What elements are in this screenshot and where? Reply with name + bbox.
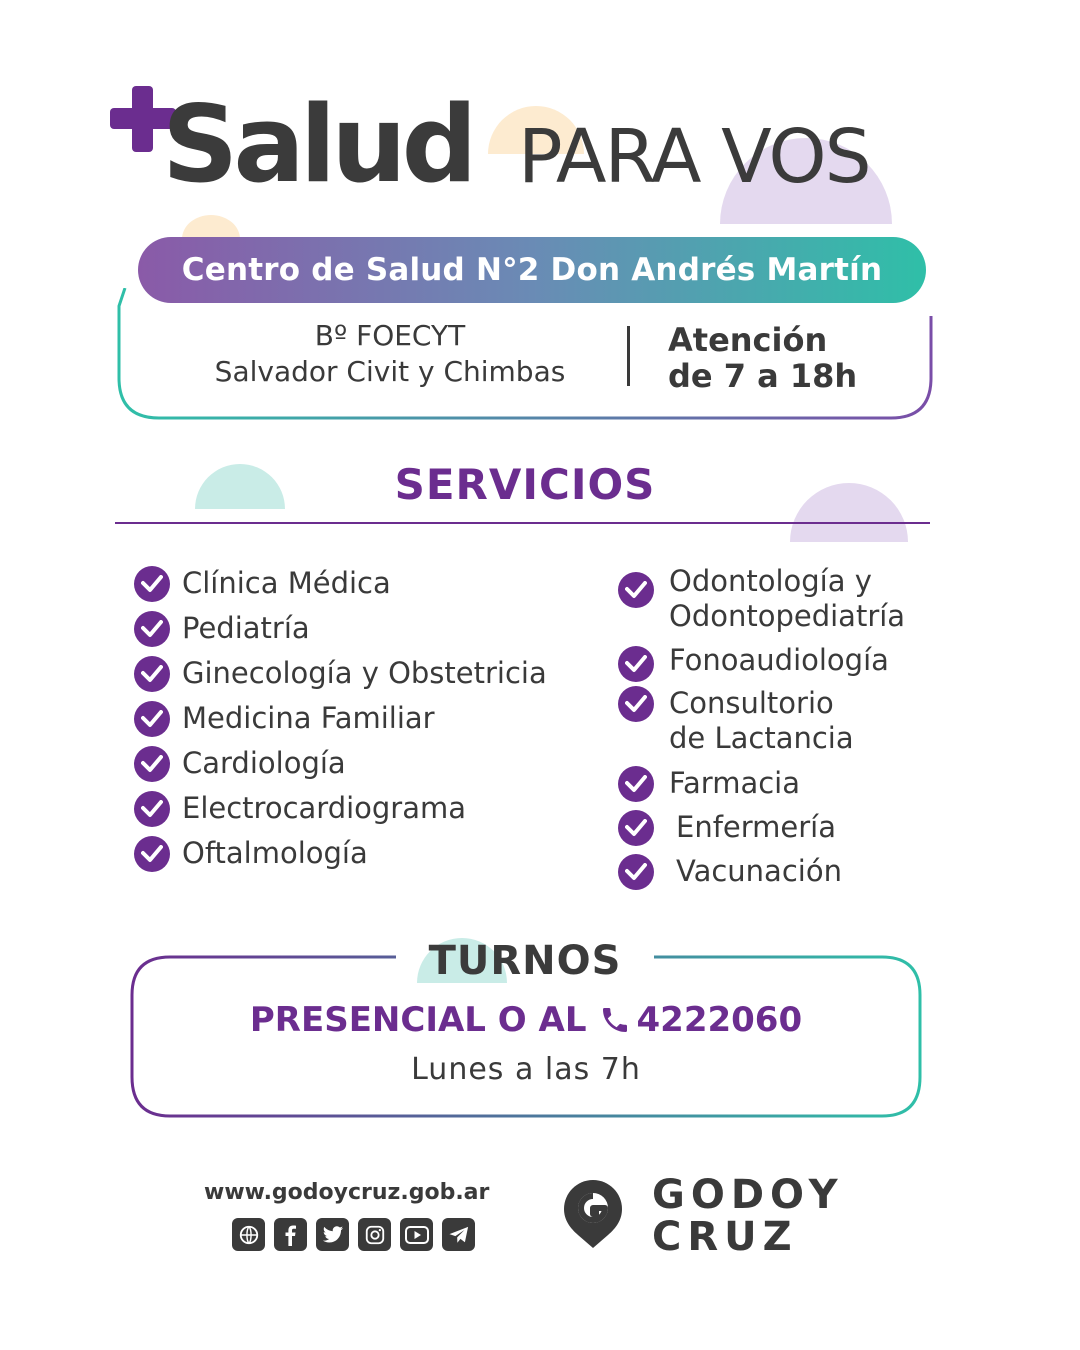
service-label-line-1: Consultorio (669, 686, 834, 720)
decor-lavender-blob-2 (790, 483, 908, 542)
youtube-icon[interactable] (400, 1218, 433, 1251)
web-icon[interactable] (232, 1218, 265, 1251)
service-item (618, 810, 836, 846)
check-icon (134, 611, 170, 647)
check-icon (134, 836, 170, 872)
decor-peach-small-blob (182, 215, 240, 239)
service-item (618, 854, 842, 890)
address-line-2: Salvador Civit y Chimbas (214, 355, 566, 388)
service-label: Pediatría (182, 611, 310, 645)
service-label: Cardiología (182, 746, 346, 780)
service-label-line-2: de Lactancia (669, 721, 854, 755)
godoy-cruz-logo-icon (562, 1178, 624, 1250)
service-label-line-1: Odontología y (669, 564, 872, 598)
check-icon (134, 701, 170, 737)
facebook-icon[interactable] (274, 1218, 307, 1251)
service-label: Medicina Familiar (182, 701, 435, 735)
service-label (669, 686, 854, 756)
check-icon (618, 572, 654, 608)
check-icon (618, 854, 654, 890)
service-item (134, 746, 346, 782)
service-item (134, 701, 435, 737)
telegram-icon[interactable] (442, 1218, 475, 1251)
service-item (618, 643, 889, 682)
check-icon (618, 686, 654, 722)
social-icons (232, 1218, 475, 1251)
service-item (618, 564, 905, 634)
brand-line-2: CRUZ (652, 1214, 798, 1260)
service-item (134, 566, 391, 602)
brand-line-1: GODOY (652, 1172, 844, 1218)
check-icon (618, 810, 654, 846)
turnos-schedule: Lunes a las 7h (411, 1052, 641, 1087)
check-icon (618, 646, 654, 682)
service-label: Enfermería (676, 810, 837, 844)
check-icon (134, 791, 170, 827)
check-icon (618, 766, 654, 802)
center-hours (668, 322, 857, 394)
check-icon (134, 566, 170, 602)
service-item (134, 611, 310, 647)
turnos-prefix: PRESENCIAL O AL (249, 1000, 587, 1040)
twitter-icon[interactable] (316, 1218, 349, 1251)
phone-icon (599, 1004, 631, 1036)
check-icon (134, 656, 170, 692)
service-label: Ginecología y Obstetricia (182, 656, 547, 690)
service-label (669, 564, 905, 634)
title-para-vos: PARA VOS (518, 114, 870, 200)
website-link[interactable]: www.godoycruz.gob.ar (204, 1180, 490, 1205)
turnos-contact (130, 1000, 922, 1040)
service-item (618, 686, 854, 756)
service-label: Farmacia (669, 766, 800, 800)
info-divider (627, 326, 630, 386)
service-label: Clínica Médica (182, 566, 391, 600)
check-icon (134, 746, 170, 782)
hours-line-1: Atención (668, 321, 828, 359)
address-line-1: Bº FOECYT (314, 319, 466, 352)
turnos-title: TURNOS (428, 938, 622, 984)
service-item (134, 836, 368, 872)
service-label-line-2: Odontopediatría (669, 599, 906, 633)
instagram-icon[interactable] (358, 1218, 391, 1251)
center-address (170, 318, 610, 390)
center-name-pill: Centro de Salud N°2 Don Andrés Martín (138, 237, 926, 303)
title-salud: Salud (162, 83, 473, 206)
service-label: Electrocardiograma (182, 791, 467, 825)
service-item (134, 791, 466, 827)
service-label: Fonoaudiología (669, 643, 889, 677)
service-item (618, 766, 800, 802)
service-label: Vacunación (676, 854, 842, 888)
service-item (134, 656, 547, 692)
turnos-phone[interactable]: 4222060 (636, 1000, 803, 1040)
godoy-cruz-logo-text (652, 1174, 844, 1258)
service-label: Oftalmología (182, 836, 368, 870)
services-title: SERVICIOS (394, 460, 656, 509)
decor-mint-blob (195, 464, 285, 509)
hours-line-2: de 7 a 18h (668, 357, 858, 395)
services-divider (115, 522, 930, 524)
